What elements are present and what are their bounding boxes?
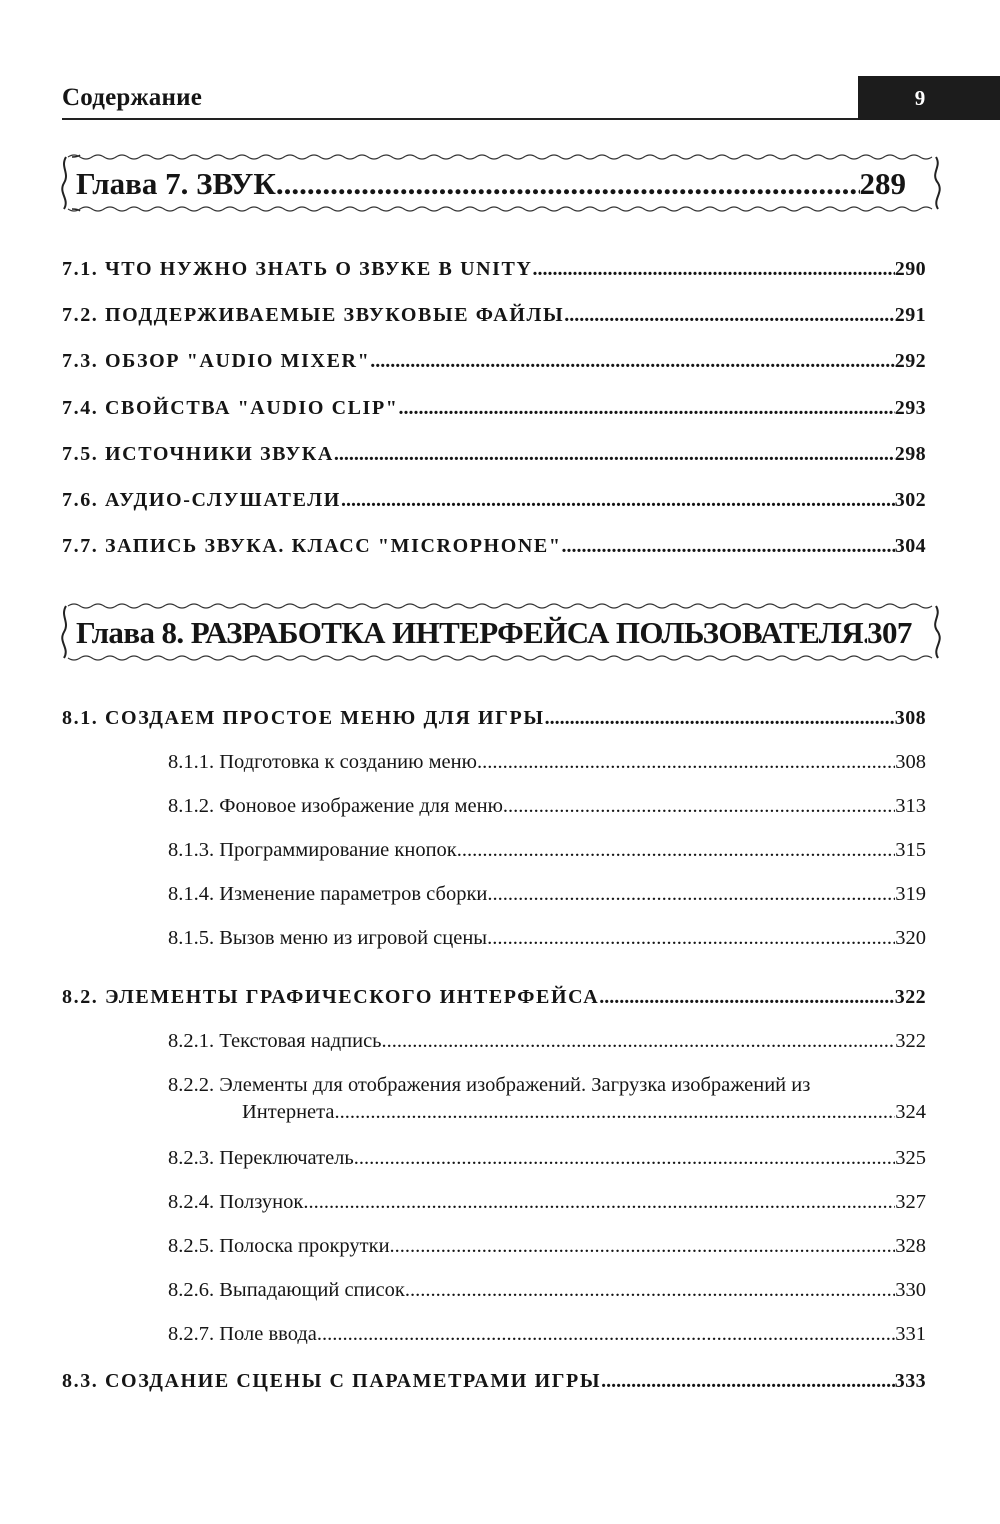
dot-leader [382,1030,896,1053]
subsection-label: 8.1.2. Фоновое изображение для меню [168,795,503,817]
dot-leader [405,1279,895,1302]
subsection-page: 325 [895,1147,926,1169]
toc-subsection-8-2-3[interactable] [168,1147,926,1170]
toc-section-7-7[interactable] [62,535,926,558]
subsection-label: 8.2.1. Текстовая надпись [168,1030,382,1052]
section-page: 308 [894,707,926,729]
dot-leader [487,883,895,906]
toc-subsection-8-2-1[interactable] [168,1030,926,1053]
section-page: 333 [894,1370,926,1392]
running-header-title: Содержание [62,84,203,111]
chapter-page: 307 [867,615,912,650]
subsection-label: 8.2.6. Выпадающий список [168,1279,405,1301]
dot-leader [317,1323,895,1346]
section-label: 7.3. ОБЗОР "AUDIO MIXER" [62,350,371,372]
subsection-page: 324 [895,1101,926,1123]
toc-section-7-3[interactable] [62,350,926,373]
dot-leader [354,1147,896,1170]
section-label: 7.1. ЧТО НУЖНО ЗНАТЬ О ЗВУКЕ В UNITY [62,258,533,280]
section-label: 7.2. ПОДДЕРЖИВАЕМЫЕ ЗВУКОВЫЕ ФАЙЛЫ [62,304,565,326]
chapter-7-heading[interactable] [58,151,944,215]
dot-leader [564,304,895,327]
page-number: 9 [914,85,926,110]
subsection-label: 8.1.1. Подготовка к созданию меню [168,751,477,773]
section-label: 7.7. ЗАПИСЬ ЗВУКА. КЛАСС "MICROPHONE" [62,535,562,557]
dot-leader [545,707,895,730]
dot-leader [370,350,895,373]
subsection-page: 330 [895,1279,926,1301]
dot-leader [599,986,895,1009]
section-label: 7.4. СВОЙСТВА "AUDIO CLIP" [62,397,399,419]
dot-leader [503,795,895,818]
subsection-page: 327 [895,1191,926,1213]
subsection-label: 8.2.2. Элементы для отображения изображений. Загрузка изображений из [168,1074,811,1096]
dot-leader [562,535,895,558]
dot-leader [276,166,860,202]
subsection-label: 8.2.5. Полоска прокрутки [168,1235,390,1257]
dot-leader [341,489,895,512]
chapter-8-heading[interactable] [58,600,944,664]
dot-leader [457,839,895,862]
toc-section-7-6[interactable] [62,489,926,512]
dot-leader [303,1191,895,1214]
subsection-page: 319 [895,883,926,905]
toc-section-8-3[interactable] [62,1370,926,1393]
header-rule [62,118,860,120]
subsection-label: 8.1.5. Вызов меню из игровой сцены [168,927,488,949]
toc-subsection-8-2-6[interactable] [168,1279,926,1302]
subsection-label-continuation: Интернета [242,1101,335,1123]
section-page: 304 [894,535,926,557]
section-page: 291 [894,304,926,326]
toc-subsection-8-1-4[interactable] [168,883,926,906]
subsection-page: 308 [895,751,926,773]
subsection-label: 8.2.4. Ползунок [168,1191,304,1213]
toc-subsection-8-1-5[interactable] [168,927,926,950]
subsection-page: 315 [895,839,926,861]
section-label: 8.2. ЭЛЕМЕНТЫ ГРАФИЧЕСКОГО ИНТЕРФЕЙСА [62,986,600,1008]
section-label: 8.1. СОЗДАЕМ ПРОСТОЕ МЕНЮ ДЛЯ ИГРЫ [62,707,545,729]
toc-subsection-8-2-4[interactable] [168,1191,926,1214]
subsection-page: 331 [895,1323,926,1345]
chapter-title: Глава 8. РАЗРАБОТКА ИНТЕРФЕЙСА ПОЛЬЗОВАТЕЛЯ [76,615,864,650]
toc-section-8-2[interactable] [62,986,926,1009]
section-page: 293 [894,397,926,419]
subsection-page: 320 [895,927,926,949]
toc-subsection-8-2-5[interactable] [168,1235,926,1258]
toc-section-7-4[interactable] [62,397,926,420]
chapter-page: 289 [859,166,906,201]
section-page: 302 [894,489,926,511]
section-label: 8.3. СОЗДАНИЕ СЦЕНЫ С ПАРАМЕТРАМИ ИГРЫ [62,1370,602,1392]
page-number-tab [858,76,1000,120]
toc-section-7-5[interactable] [62,443,926,466]
chapter-7-heading-text [76,166,906,202]
subsection-page: 313 [895,795,926,817]
dot-leader [334,443,895,466]
section-page: 290 [894,258,926,280]
chapter-8-heading-text [76,615,912,651]
toc-section-7-1[interactable] [62,258,926,281]
dot-leader [601,1370,895,1393]
toc-subsection-8-2-7[interactable] [168,1323,926,1346]
toc-subsection-8-1-1[interactable] [168,751,926,774]
section-page: 292 [894,350,926,372]
subsection-page: 328 [895,1235,926,1257]
subsection-label: 8.1.3. Программирование кнопок [168,839,457,861]
toc-subsection-8-2-2[interactable] [168,1074,926,1124]
section-label: 7.6. АУДИО-СЛУШАТЕЛИ [62,489,341,511]
section-label: 7.5. ИСТОЧНИКИ ЗВУКА [62,443,334,465]
toc-section-7-2[interactable] [62,304,926,327]
subsection-label: 8.2.3. Переключатель [168,1147,354,1169]
toc-subsection-8-1-3[interactable] [168,839,926,862]
subsection-label: 8.1.4. Изменение параметров сборки [168,883,488,905]
section-page: 298 [894,443,926,465]
dot-leader [390,1235,896,1258]
subsection-label: 8.2.7. Поле ввода [168,1323,317,1345]
dot-leader [477,751,895,774]
dot-leader [533,258,895,281]
dot-leader [487,927,895,950]
section-page: 322 [894,986,926,1008]
dot-leader [334,1101,895,1124]
dot-leader [398,397,894,420]
subsection-continuation-line [242,1101,926,1124]
toc-section-8-1[interactable] [62,707,926,730]
subsection-page: 322 [895,1030,926,1052]
toc-subsection-8-1-2[interactable] [168,795,926,818]
chapter-title: Глава 7. ЗВУК [76,166,276,201]
